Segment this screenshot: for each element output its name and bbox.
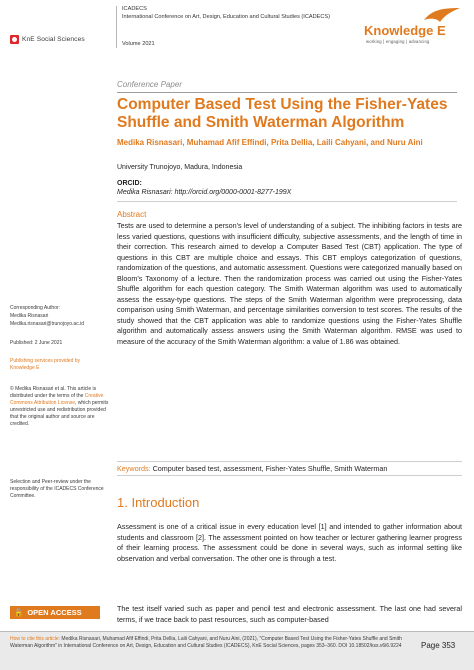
abstract-heading: Abstract (117, 210, 147, 219)
header-divider (116, 6, 117, 48)
corresponding-author-heading: Corresponding Author: (10, 305, 61, 311)
how-to-cite (10, 636, 408, 649)
paper-type-label: Conference Paper (117, 80, 182, 89)
cc-license-link[interactable]: Creative Commons Attribution License (10, 393, 104, 406)
open-access-label: OPEN ACCESS (27, 608, 82, 617)
page-number: Page 353 (421, 641, 456, 650)
abstract-rule (117, 201, 457, 202)
citation-text: Medika Risnasari, Muhamad Afif Effindi, Prita Dellia, Laili Cahyani, and Nuru Aini, (2021), "Computer Based Test Using the Fisher-Yates Shuffle and Smith Waterman Algorithm" in International Conference on Art, Design, Education and Cultural Studies (ICADECS), KnE Social Sciences, pages 353–360. DOI 10.18502/kss.v6i6.9224 (10, 636, 402, 649)
introduction-paragraph-1: Assessment is one of a critical issue in every education level [1] and intended to gather information about students and classroom [2]. The assessment pointed on how teacher or lecturer gathering learner progress of their learning process. The assessment could be done in several ways, such as informal setting like observation and verbal conversation. The other one is through a test. (117, 522, 462, 563)
peer-review-notice: Selection and Peer-review under the responsibility of the ICADECS Conference Committee. (10, 479, 104, 499)
license-text-a: © Medika Risnasari et al. This article is distributed under the terms of the (10, 386, 97, 399)
open-lock-icon: 🔓 (14, 608, 24, 617)
kne-brand-text: KnE Social Sciences (22, 35, 85, 43)
orcid-link[interactable]: Medika Risnasari: http://orcid.org/0000-0001-8277-199X (117, 189, 292, 196)
author-list: Medika Risnasari, Muhamad Afif Effindi, Prita Dellia, Laili Cahyani, and Nuru Aini (117, 138, 423, 147)
abstract-text: Tests are used to determine a person's level of understanding of a subject. The inhibiting factors in tests are less varied questions, questions with insufficient difficulty, subjective assessments, and the length of time in their correction. This research aimed to develop a Computer Based Test (CBT) application. The type of questions in this CBT are multiple choice and essays. This CBT employs categorization of questions, randomization of the questions, and automatic assessment. Questions were categorized manually based on Bloom's Taxonomy of a lecture. Then the randomization process was carried out using the Fisher-Yates Shuffle algorithm for each question category. The Smith Waterman algorithm was used to automatically assess the essay-type questions. The steps of the Smith Waterman algorithm were preprocessing, data comparison using Smith Waterman, and percentage similarities conversion to test scores. The results of the study showed that the CBT application was able to randomize questions using the Fisher-Yates Shuffle algorithm and automatically assess answers using the Smith Waterman algorithm. RMSE was used to measure of the accuracy of the Smith Waterman algorithm: a value of 1.86 was obtained. (117, 221, 462, 346)
header-volume: Volume 2021 (122, 41, 155, 47)
corresponding-author-name: Medika Risnasari (10, 313, 49, 319)
footer-rule (0, 631, 474, 632)
keywords-rule-bottom (117, 475, 462, 476)
introduction-paragraph-2: The test itself varied such as paper and pencil test and electronic assessment. The last one had several terms, if we trace back to past resources, such as computer-based (117, 604, 462, 624)
orcid-heading: ORCID: (117, 180, 142, 187)
how-to-cite-label: How to cite this article: (10, 636, 61, 642)
corresponding-author-email[interactable]: Medika.risnasari@trunojoyo.ac.id (10, 321, 84, 327)
kne-social-sciences-logo (10, 31, 112, 47)
publisher-name: Knowledge E (10, 365, 40, 371)
license-notice (10, 386, 110, 428)
bird-icon (422, 6, 462, 24)
keywords-label: Keywords: (117, 464, 151, 473)
keywords-rule-top (117, 461, 462, 462)
open-access-badge (10, 606, 100, 619)
knowledge-e-logo (364, 8, 464, 48)
knowledge-e-tagline: working | engaging | advancing (366, 39, 430, 44)
header-series: ICADECS (122, 6, 147, 12)
affiliation: University Trunojoyo, Madura, Indonesia (117, 164, 243, 171)
introduction-heading: 1. Introduction (117, 495, 200, 510)
kne-logo-icon (10, 35, 19, 44)
license-text-b: , which permits unrestricted use and redistribution provided that the original author and source are credited. (10, 400, 109, 427)
publisher-heading: Publishing services provided by (10, 358, 81, 364)
published-date: Published: 2 June 2021 (10, 340, 63, 346)
paper-title: Computer Based Test Using the Fisher-Yates Shuffle and Smith Waterman Algorithm (117, 96, 448, 131)
title-rule (117, 92, 457, 93)
keywords-line (117, 464, 462, 473)
knowledge-e-wordmark: Knowledge E (364, 23, 446, 38)
header-conference: International Conference on Art, Design, Education and Cultural Studies (ICADECS) (122, 14, 331, 20)
keywords-text: Computer based test, assessment, Fisher-Yates Shuffle, Smith Waterman (152, 464, 388, 473)
